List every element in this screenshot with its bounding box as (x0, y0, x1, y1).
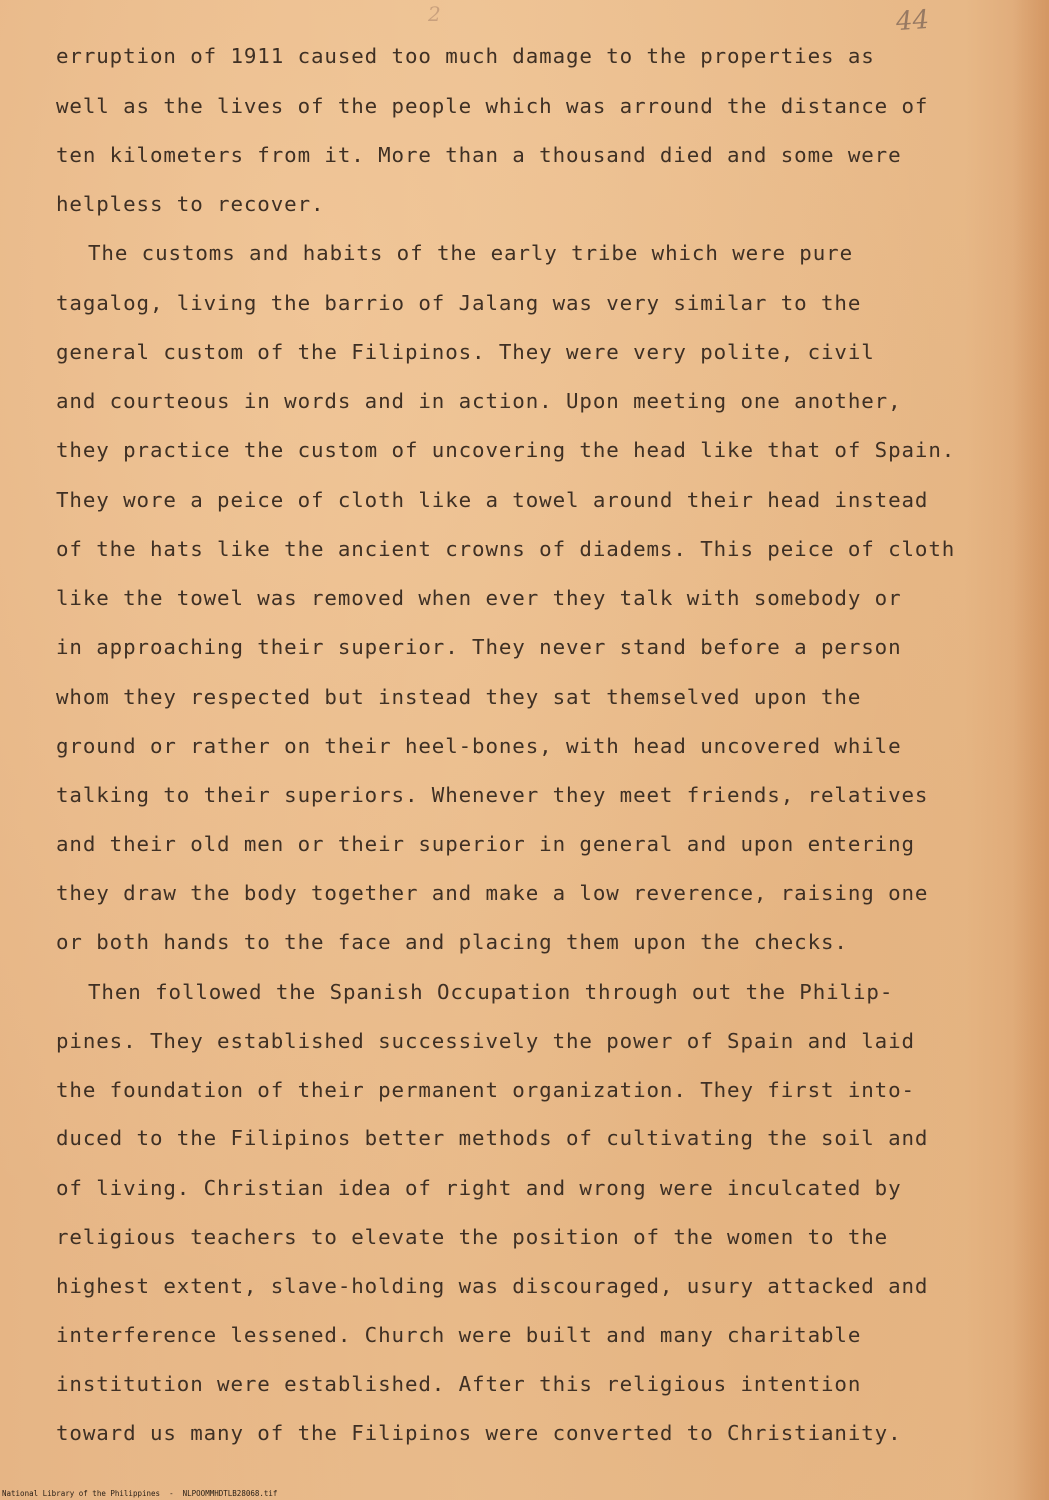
text-line: ground or rather on their heel-bones, with head uncovered while (56, 734, 902, 758)
text-line: of living. Christian idea of right and wrong were inculcated by (56, 1176, 902, 1200)
text-line: tagalog, living the barrio of Jalang was very similar to the (56, 291, 862, 315)
text-line: duced to the Filipinos better methods of cultivating the soil and (56, 1126, 929, 1150)
text-line: and their old men or their superior in general and upon entering (56, 832, 915, 856)
text-line: they draw the body together and make a low reverence, raising one (56, 881, 929, 905)
text-line: or both hands to the face and placing them upon the checks. (56, 930, 848, 954)
text-line: erruption of 1911 caused too much damage to the properties as (56, 44, 875, 68)
text-line: helpless to recover. (56, 192, 325, 216)
text-line: and courteous in words and in action. Upon meeting one another, (56, 389, 902, 413)
scan-source-footer: National Library of the Philippines - NLPOOMMHDTLB28068.tif (2, 1489, 278, 1498)
text-line: toward us many of the Filipinos were converted to Christianity. (56, 1421, 902, 1445)
text-line: well as the lives of the people which was arround the distance of (56, 94, 929, 118)
text-line: like the towel was removed when ever they talk with somebody or (56, 586, 902, 610)
text-line: highest extent, slave-holding was discouraged, usury attacked and (56, 1274, 929, 1298)
text-line: talking to their superiors. Whenever they meet friends, relatives (56, 783, 929, 807)
text-line: The customs and habits of the early tribe which were pure (88, 241, 853, 265)
text-line: religious teachers to elevate the position of the women to the (56, 1225, 889, 1249)
text-line: institution were established. After this religious intention (56, 1372, 862, 1396)
text-line: of the hats like the ancient crowns of diadems. This peice of cloth (56, 537, 956, 561)
text-line: pines. They established successively the power of Spain and laid (56, 1029, 915, 1053)
pencil-page-number: 2 (428, 2, 441, 26)
text-line: general custom of the Filipinos. They were very polite, civil (56, 340, 875, 364)
text-line: the foundation of their permanent organization. They first into- (56, 1078, 915, 1102)
text-line: they practice the custom of uncovering the head like that of Spain. (56, 438, 956, 462)
text-line: Then followed the Spanish Occupation through out the Philip- (88, 980, 894, 1004)
text-line: interference lessened. Church were built and many charitable (56, 1323, 862, 1347)
handwritten-page-number: 44 (894, 4, 931, 38)
text-line: in approaching their superior. They never stand before a person (56, 635, 902, 659)
text-line: whom they respected but instead they sat themselved upon the (56, 685, 862, 709)
text-line: They wore a peice of cloth like a towel around their head instead (56, 488, 929, 512)
text-line: ten kilometers from it. More than a thousand died and some were (56, 143, 902, 167)
paper-edge-shading (1013, 0, 1049, 1500)
